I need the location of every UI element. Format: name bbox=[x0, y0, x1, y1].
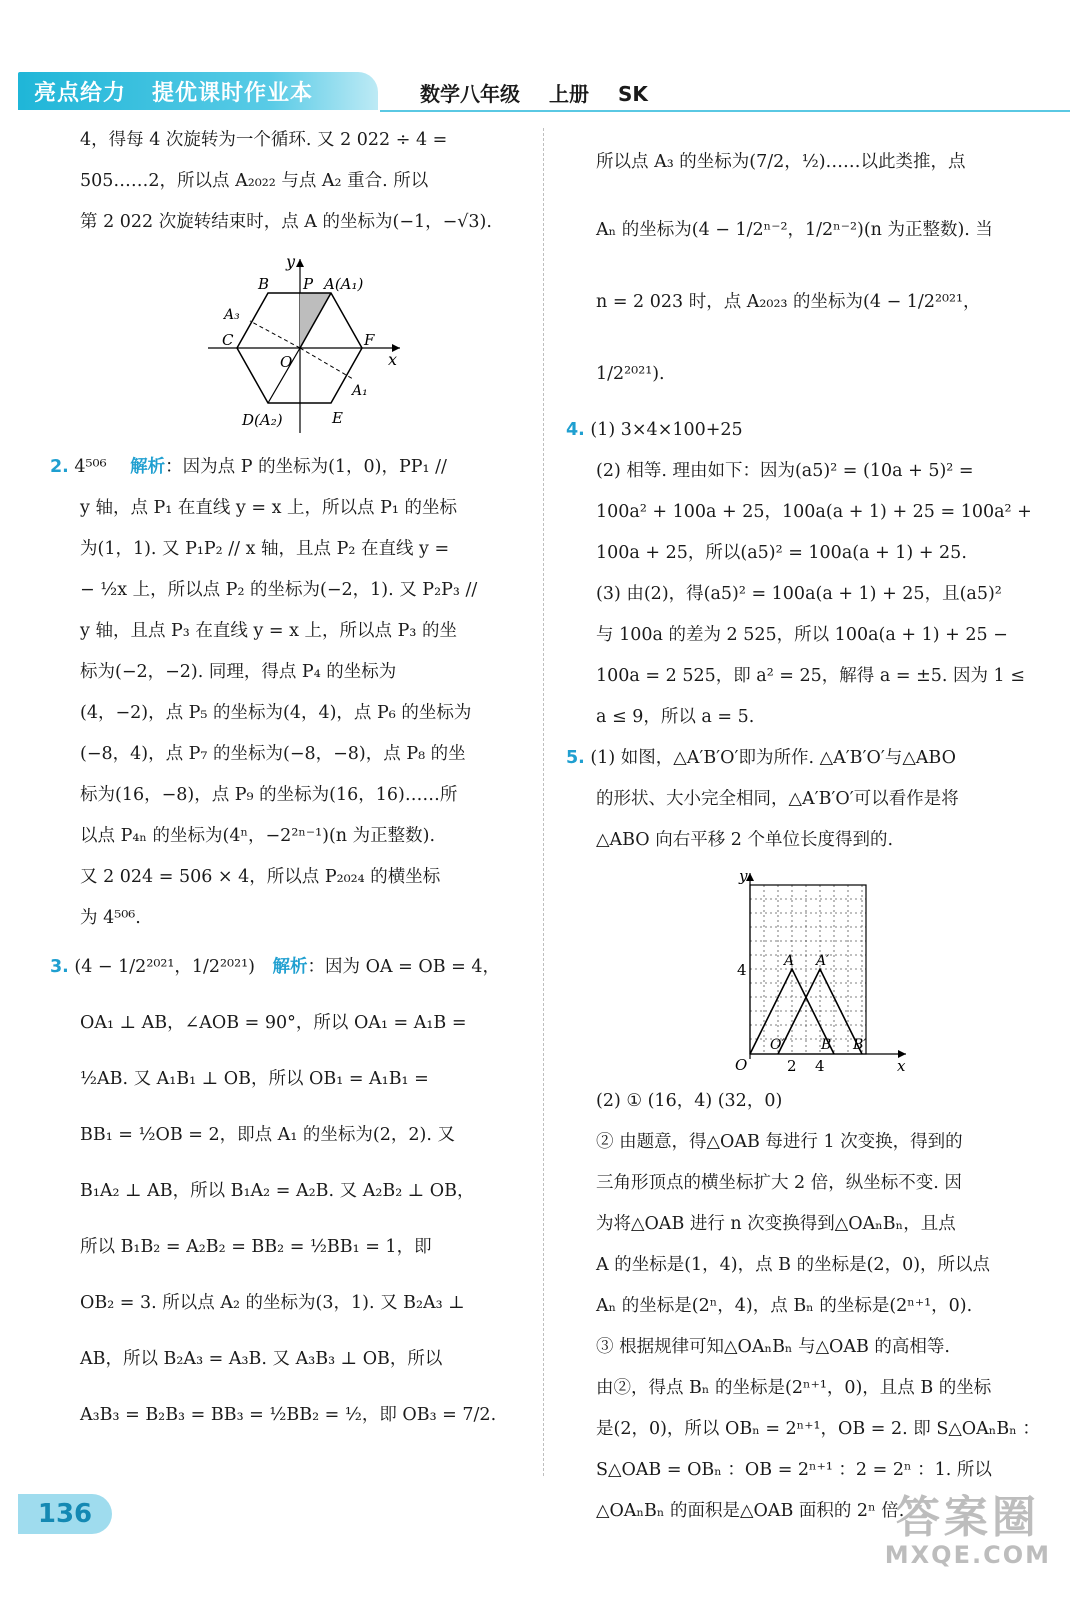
series-name: 提优课时作业本 bbox=[152, 81, 314, 106]
column-divider bbox=[543, 128, 544, 1476]
volume: 上册 bbox=[548, 82, 589, 106]
label-d: D(A₂) bbox=[242, 411, 283, 429]
edition: SK bbox=[617, 82, 648, 106]
label-a: A(A₁) bbox=[324, 275, 364, 293]
page-header bbox=[0, 0, 1075, 118]
q2-line: 标为(−2，−2). 同理，得点 P₄ 的坐标为 bbox=[80, 662, 397, 682]
q4-number: 4. bbox=[566, 420, 585, 440]
q5-line: 的形状、大小完全相同，△A′B′O′可以看作是将 bbox=[596, 789, 959, 809]
grid-label-o: O bbox=[735, 1056, 748, 1074]
q3-line: OA₁ ⊥ AB，∠AOB = 90°，所以 OA₁ = A₁B = bbox=[80, 1013, 467, 1033]
q2-line: 为(1，1). 又 P₁P₂ // x 轴，且点 P₂ 在直线 y = bbox=[80, 539, 450, 559]
q2-line: (4，−2)，点 P₅ 的坐标为(4，4)，点 P₆ 的坐标为 bbox=[80, 703, 472, 723]
label-o: O bbox=[280, 353, 293, 371]
grid-tick-y4: 4 bbox=[737, 961, 747, 979]
label-a3: A₃ bbox=[224, 307, 240, 323]
q5-line: ③ 根据规律可知△OAₙBₙ 与△OAB 的高相等. bbox=[596, 1337, 950, 1357]
q5-line: ② 由题意，得△OAB 每进行 1 次变换，得到的 bbox=[596, 1132, 963, 1152]
watermark-title: 答案圈 bbox=[895, 1492, 1040, 1543]
label-y: y bbox=[286, 253, 296, 271]
q2-line: 标为(16，−8)，点 P₉ 的坐标为(16，16)……所 bbox=[80, 785, 458, 805]
q5-number: 5. bbox=[566, 748, 585, 768]
q5-line: (1) 如图，△A′B′O′即为所作. △A′B′O′与△ABO bbox=[590, 748, 956, 768]
q5-line: △OAₙBₙ 的面积是△OAB 面积的 2ⁿ 倍. bbox=[596, 1501, 905, 1521]
q3-line: 所以 B₁B₂ = A₂B₂ = BB₂ = ½BB₁ = 1，即 bbox=[80, 1237, 432, 1257]
grid-tick-x2: 2 bbox=[787, 1057, 797, 1075]
q5-line: A 的坐标是(1，4)，点 B 的坐标是(2，0)，所以点 bbox=[596, 1255, 991, 1275]
q5-line: 由②，得点 Bₙ 的坐标是(2ⁿ⁺¹，0)，且点 B 的坐标 bbox=[596, 1378, 992, 1398]
label-a1: A₁ bbox=[352, 383, 368, 399]
q5-line: 为将△OAB 进行 n 次变换得到△OAₙBₙ，且点 bbox=[596, 1214, 956, 1234]
q3-answer: (4 − 1/2²⁰²¹，1/2²⁰²¹) bbox=[74, 957, 255, 977]
q5-line: S△OAB = OBₙ ：OB = 2ⁿ⁺¹ ：2 = 2ⁿ ：1. 所以 bbox=[596, 1460, 992, 1480]
brand-name: 亮点给力 bbox=[34, 81, 127, 106]
q4-line: 100a = 2 525，即 a² = 25，解得 a = ±5. 因为 1 ≤ bbox=[596, 666, 1025, 686]
watermark-url: MXQE.COM bbox=[884, 1541, 1051, 1569]
q4-line: 与 100a 的差为 2 525，所以 100a(a + 1) + 25 − bbox=[596, 625, 1008, 645]
question-3 bbox=[50, 939, 530, 1443]
intro-line: 505……2，所以点 A₂₀₂₂ 与点 A₂ 重合. 所以 bbox=[80, 171, 429, 191]
q3-line: ½AB. 又 A₁B₁ ⊥ OB，所以 OB₁ = A₁B₁ = bbox=[80, 1069, 429, 1089]
q5-line: 是(2，0)，所以 OBₙ = 2ⁿ⁺¹，OB = 2. 即 S△OAₙBₙ ： bbox=[596, 1419, 1040, 1439]
q4-line: (2) 相等. 理由如下：因为(a5)² = (10a + 5)² = bbox=[596, 461, 974, 481]
grid-label-b1: B′ bbox=[853, 1037, 867, 1053]
book-info bbox=[420, 78, 670, 107]
label-b: B bbox=[258, 275, 270, 293]
q3-line: AB，所以 B₂A₃ = A₃B. 又 A₃B₃ ⊥ OB，所以 bbox=[80, 1349, 443, 1369]
grid-tick-x4: 4 bbox=[815, 1057, 825, 1075]
q2-number: 2. bbox=[50, 457, 69, 477]
label-e: E bbox=[332, 409, 343, 427]
q5-line: △ABO 向右平移 2 个单位长度得到的. bbox=[596, 830, 894, 850]
label-f: F bbox=[364, 331, 375, 349]
q4-line: 100a + 25，所以(a5)² = 100a(a + 1) + 25. bbox=[596, 543, 967, 563]
q5-line: 三角形顶点的横坐标扩大 2 倍，纵坐标不变. 因 bbox=[596, 1173, 962, 1193]
q3-analysis-tag: 解析 bbox=[272, 957, 308, 977]
grid-label-x: x bbox=[897, 1057, 906, 1075]
q3-cont-line: 所以点 A₃ 的坐标为(7/2，½)……以此类推，点 bbox=[596, 152, 966, 172]
q2-answer: 4⁵⁰⁶ bbox=[74, 457, 107, 477]
subject: 数学八年级 bbox=[420, 82, 520, 106]
q3-line: A₃B₃ = B₂B₃ = BB₃ = ½BB₂ = ½，即 OB₃ = 7/2. bbox=[80, 1405, 497, 1425]
q4-line: 100a² + 100a + 25，100a(a + 1) + 25 = 100a² + bbox=[596, 502, 1032, 522]
q2-line: y 轴，且点 P₃ 在直线 y = x 上，所以点 P₃ 的坐 bbox=[80, 621, 457, 641]
q3-cont-line: Aₙ 的坐标为(4 − 1/2ⁿ⁻²，1/2ⁿ⁻²)(n 为正整数). 当 bbox=[596, 220, 993, 240]
q3-line: BB₁ = ½OB = 2，即点 A₁ 的坐标为(2，2). 又 bbox=[80, 1125, 455, 1145]
q2-line: y 轴，点 P₁ 在直线 y = x 上，所以点 P₁ 的坐标 bbox=[80, 498, 457, 518]
q4-line: a ≤ 9，所以 a = 5. bbox=[596, 707, 755, 727]
grid-figure bbox=[721, 869, 921, 1079]
q2-analysis-tag: 解析 bbox=[130, 457, 166, 477]
hexagon-figure bbox=[200, 253, 420, 443]
q2-line: ：因为点 P 的坐标为(1，0)，PP₁ // bbox=[165, 457, 447, 477]
q3-cont-line: n = 2 023 时，点 A₂₀₂₃ 的坐标为(4 − 1/2²⁰²¹，1/2²⁰²¹). bbox=[596, 292, 981, 384]
q2-line: 又 2 024 = 506 × 4，所以点 P₂₀₂₄ 的横坐标 bbox=[80, 867, 441, 887]
q3-number: 3. bbox=[50, 957, 69, 977]
question-5 bbox=[566, 738, 1048, 1532]
question-4 bbox=[566, 410, 1048, 738]
grid-label-a1: A′ bbox=[816, 953, 830, 969]
q3-line: OB₂ = 3. 所以点 A₂ 的坐标为(3，1). 又 B₂A₃ ⊥ bbox=[80, 1293, 465, 1313]
q4-line: (3) 由(2)，得(a5)² = 100a(a + 1) + 25，且(a5)² bbox=[596, 584, 1002, 604]
q5-line: (2) ① (16，4) (32，0) bbox=[596, 1091, 783, 1111]
q2-line: 以点 P₄ₙ 的坐标为(4ⁿ，−2²ⁿ⁻¹)(n 为正整数). bbox=[80, 826, 436, 846]
intro-line: 4，得每 4 次旋转为一个循环. 又 2 022 ÷ 4 = bbox=[80, 130, 448, 150]
page-number: 136 bbox=[18, 1494, 112, 1534]
left-column bbox=[50, 120, 530, 1443]
q5-line: Aₙ 的坐标是(2ⁿ，4)，点 Bₙ 的坐标是(2ⁿ⁺¹，0). bbox=[596, 1296, 973, 1316]
q2-line: 为 4⁵⁰⁶. bbox=[80, 908, 141, 928]
intro-block bbox=[80, 120, 530, 243]
grid-label-y: y bbox=[739, 869, 748, 885]
question-2 bbox=[50, 447, 530, 939]
label-p: P bbox=[303, 275, 314, 293]
right-column bbox=[566, 130, 1048, 1532]
q4-line: (1) 3×4×100+25 bbox=[590, 420, 743, 440]
grid-label-a: A bbox=[784, 953, 795, 969]
q3-line: B₁A₂ ⊥ AB，所以 B₁A₂ = A₂B. 又 A₂B₂ ⊥ OB， bbox=[80, 1181, 475, 1201]
brand-title bbox=[34, 76, 313, 107]
label-x: x bbox=[388, 350, 398, 369]
watermark bbox=[885, 1494, 1051, 1568]
q3-line: ：因为 OA = OB = 4， bbox=[307, 957, 500, 977]
intro-line: 第 2 022 次旋转结束时，点 A 的坐标为(−1，−√3). bbox=[80, 212, 492, 232]
label-c: C bbox=[222, 331, 234, 349]
header-rule bbox=[380, 110, 1070, 112]
q2-line: (−8，4)，点 P₇ 的坐标为(−8，−8)，点 P₈ 的坐 bbox=[80, 744, 466, 764]
q3-continuation bbox=[596, 130, 1048, 410]
q2-line: − ½x 上，所以点 P₂ 的坐标为(−2，1). 又 P₂P₃ // bbox=[80, 580, 478, 600]
grid-label-o1: O′ bbox=[770, 1037, 785, 1053]
grid-label-b: B bbox=[821, 1037, 832, 1053]
